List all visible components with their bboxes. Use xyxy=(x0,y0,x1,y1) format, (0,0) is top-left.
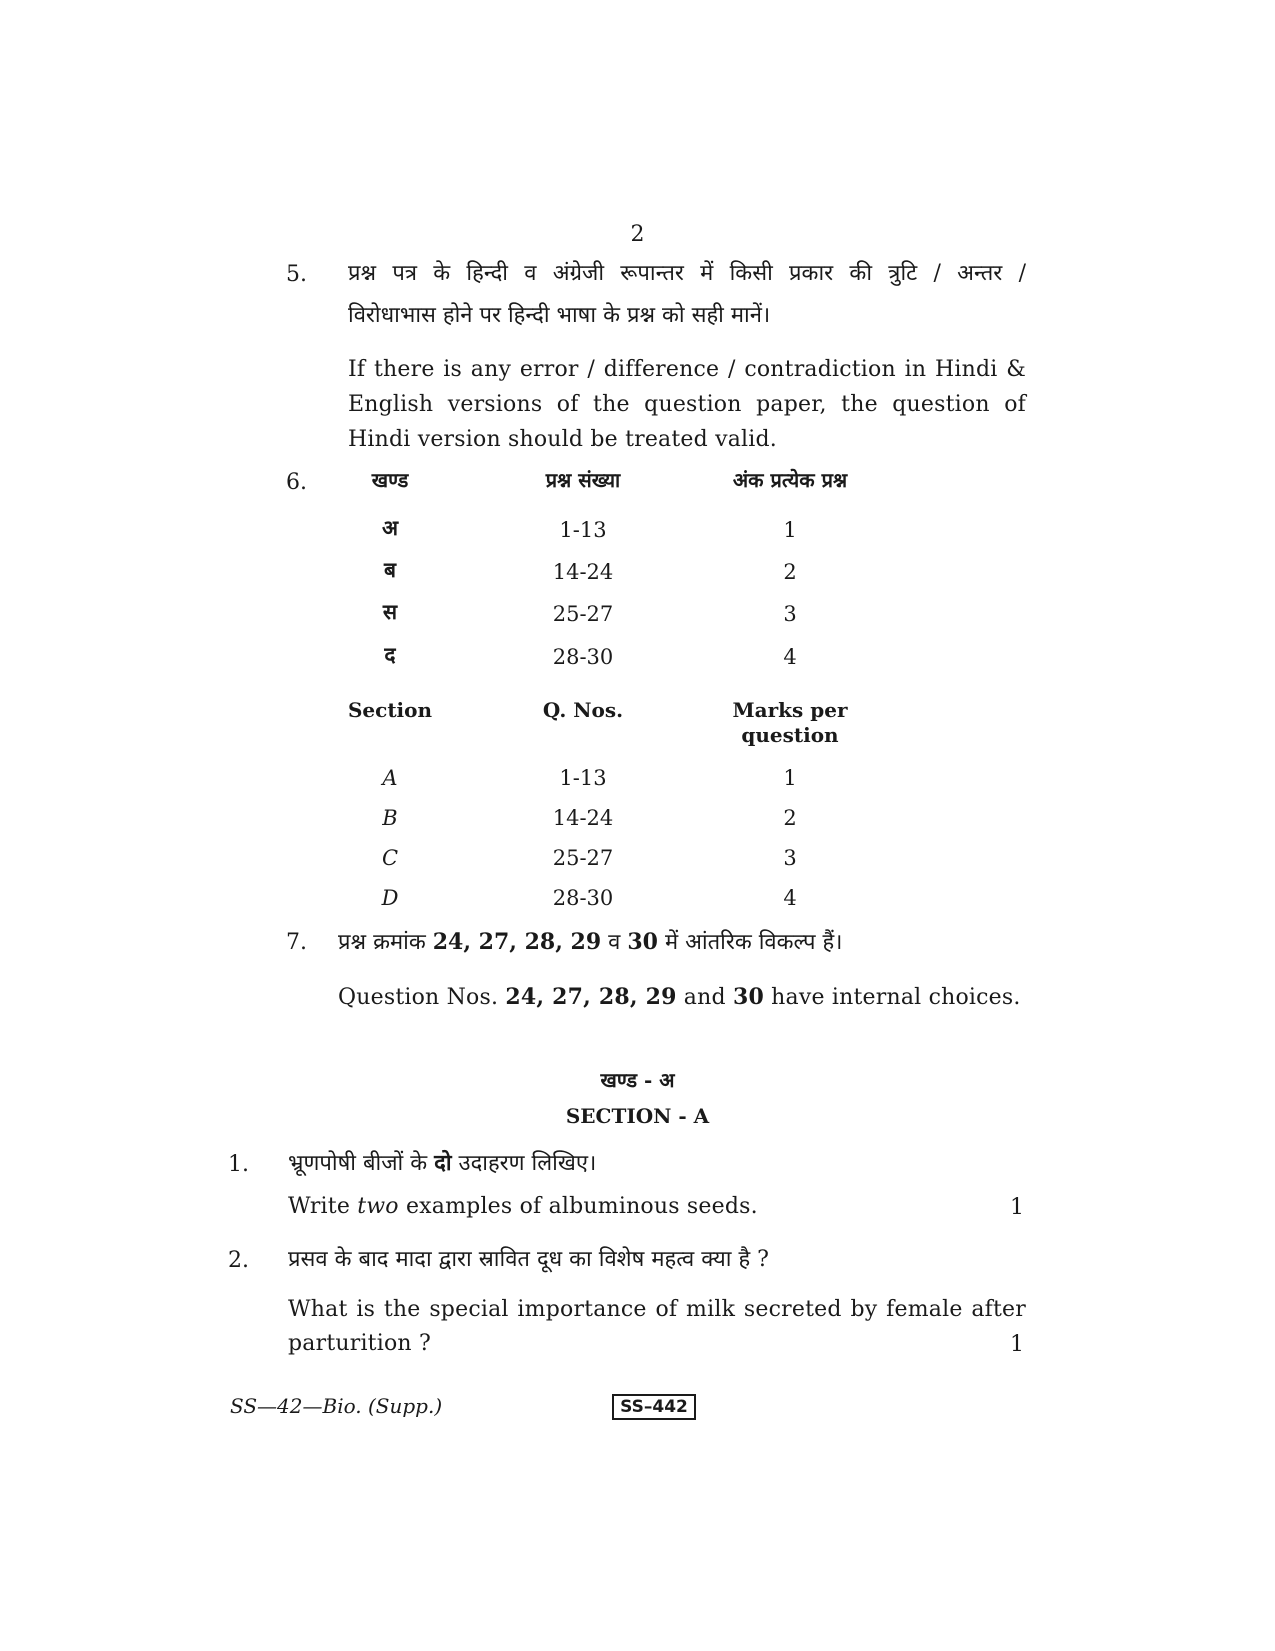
table-cell-qnos: 1-13 xyxy=(559,518,607,542)
table-cell-marks: 2 xyxy=(783,806,797,830)
table-cell-qnos: 28-30 xyxy=(552,886,614,910)
table-cell-section: द xyxy=(384,642,396,667)
table-header-qnos-hindi: प्रश्न संख्या xyxy=(545,468,621,492)
question-2-hindi: प्रसव के बाद मादा द्वारा स्रावित दूध का विशेष महत्व क्या है ? xyxy=(288,1247,769,1272)
table-cell-marks: 3 xyxy=(783,602,797,626)
table-cell-qnos: 25-27 xyxy=(552,602,614,626)
table-header-section-hindi: खण्ड xyxy=(371,468,409,492)
instruction-6-number: 6. xyxy=(286,470,307,495)
question-2-number: 2. xyxy=(228,1248,249,1273)
instruction-7-number: 7. xyxy=(286,930,307,955)
question-1-number: 1. xyxy=(228,1152,249,1177)
section-heading-english: SECTION - A xyxy=(565,1104,710,1128)
instruction-5-number: 5. xyxy=(286,262,307,287)
table-cell-marks: 4 xyxy=(783,645,797,669)
table-header-qnos: Q. Nos. xyxy=(542,698,624,722)
table-cell-marks: 4 xyxy=(783,886,797,910)
table-cell-qnos: 14-24 xyxy=(552,560,614,584)
table-header-marks-line1: Marks per xyxy=(732,698,848,722)
table-cell-marks: 1 xyxy=(783,766,797,790)
table-cell-qnos: 1-13 xyxy=(559,766,607,790)
question-2-marks: 1 xyxy=(1010,1332,1024,1357)
table-cell-section: अ xyxy=(381,515,399,540)
instruction-5-hindi-line2: विरोधाभास होने पर हिन्दी भाषा के प्रश्न को सही मानें। xyxy=(348,303,771,328)
paper-code-footer: SS—42—Bio. (Supp.) xyxy=(230,1394,443,1418)
table-cell-qnos: 25-27 xyxy=(552,846,614,870)
instruction-5-hindi-line1: प्रश्न पत्र के हिन्दी व अंग्रेजी रूपान्तर में किसी प्रकार की त्रुटि / अन्तर / xyxy=(348,261,1026,286)
instruction-7-hindi: प्रश्न क्रमांक 24, 27, 28, 29 व 30 में आंतरिक विकल्प हैं। xyxy=(338,929,843,955)
table-cell-qnos: 14-24 xyxy=(552,806,614,830)
table-cell-marks: 1 xyxy=(783,518,797,542)
table-cell-section: B xyxy=(382,806,398,830)
page-number: 2 xyxy=(630,222,645,247)
table-cell-section: D xyxy=(381,886,399,910)
table-cell-section: स xyxy=(382,599,398,624)
table-cell-qnos: 28-30 xyxy=(552,645,614,669)
question-2-english-line1: What is the special importance of milk secreted by female after xyxy=(288,1297,1026,1322)
table-header-marks-hindi: अंक प्रत्येक प्रश्न xyxy=(732,468,848,492)
table-header-section: Section xyxy=(347,698,433,722)
table-cell-section: C xyxy=(381,846,399,870)
table-cell-section: ब xyxy=(384,557,396,582)
question-1-marks: 1 xyxy=(1010,1195,1024,1220)
section-heading-hindi: खण्ड - अ xyxy=(600,1068,675,1092)
table-header-marks-line2: question xyxy=(741,723,839,747)
paper-code-box: SS–442 xyxy=(612,1394,696,1420)
table-cell-section: A xyxy=(382,766,398,790)
table-cell-marks: 3 xyxy=(783,846,797,870)
table-cell-marks: 2 xyxy=(783,560,797,584)
question-1-hindi: भ्रूणपोषी बीजों के दो उदाहरण लिखिए। xyxy=(288,1150,597,1176)
instruction-5-english: If there is any error / difference / contradiction in Hindi & English versions of the question paper, the question of Hindi version should be treated valid. xyxy=(348,357,1026,452)
instruction-7-english: Question Nos. 24, 27, 28, 29 and 30 have internal choices. xyxy=(338,984,1021,1010)
question-1-english: Write two examples of albuminous seeds. xyxy=(288,1194,758,1219)
question-2-english-line2: parturition ? xyxy=(288,1331,431,1356)
